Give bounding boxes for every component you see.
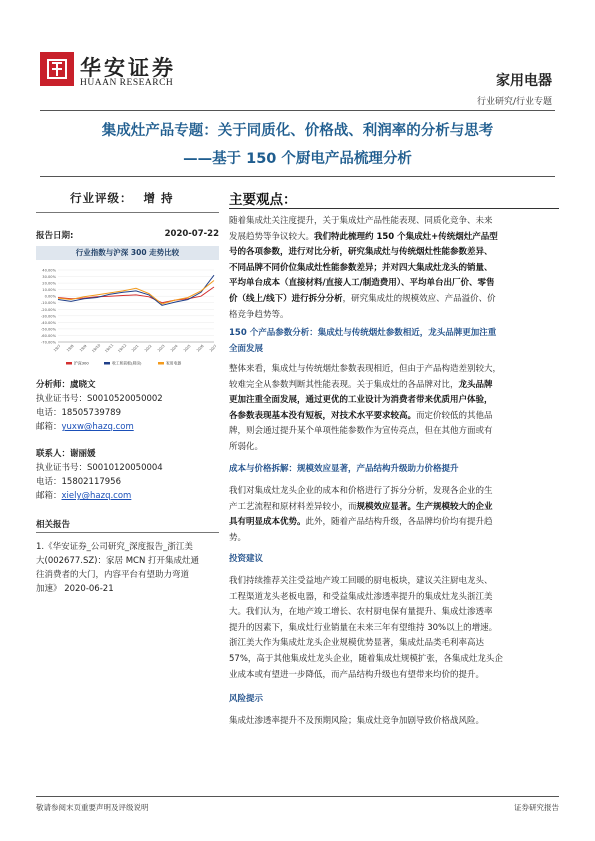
section-cost-price: 成本与价格拆解：规模效应显著，产品结构升级助力价格提升 — [229, 464, 459, 474]
para-line: 随着集成灶关注度提升，关于集成灶产品性能表现、同质化竞争、未来 — [229, 216, 493, 226]
related-line: 加速》 2020-06-21 — [36, 584, 114, 594]
section-title-line: 全面发展 — [229, 343, 264, 354]
date-value: 2020-07-22 — [164, 229, 219, 239]
para-line: 整体来看，集成灶与传统烟灶参数表现相近，但由于产品构造差别较大， — [229, 364, 502, 374]
para-line: 所弱化。 — [229, 441, 264, 452]
related-title-text: 相关报告 — [36, 520, 71, 530]
para-line: 我们对集成灶龙头企业的成本和价格进行了拆分分析，发现各企业的生 — [229, 486, 493, 496]
paragraph-investment — [229, 574, 559, 683]
contact-label: 联系人： — [36, 449, 71, 459]
para-line: 势。 — [229, 532, 247, 543]
related-line: 往消费者的大门，内容平台有望助力弯道 — [36, 570, 190, 580]
para-line: 浙江美大作为集成灶龙头企业规模优势显著，集成灶品类毛利率高达 — [229, 638, 485, 649]
footer-divider — [36, 796, 559, 797]
legend-swatch — [158, 362, 164, 365]
para-line: 工程渠道龙头老板电器，和受益集成灶渗透率提升的集成灶龙头浙江美 — [229, 591, 493, 602]
contact-name: 谢丽媛 — [70, 449, 96, 459]
contact-phone: 电话：15802117956 — [36, 477, 121, 487]
contact-block — [36, 447, 219, 503]
section-param-analysis — [229, 326, 559, 357]
paragraph-risk: 集成灶渗透率提升不及预期风险；集成灶竞争加剧导致价格战风险。 — [229, 716, 485, 726]
chart-title: 行业指数与沪深 300 走势比较 — [36, 246, 219, 260]
x-tick-label: 20/5 — [183, 344, 192, 353]
analyst-phone: 电话：18505739789 — [36, 408, 121, 418]
para-line: 提升的因素下，集成灶行业销量在未来三年有望维持 30%以上的增速。 — [229, 622, 498, 633]
para-line: 业成本或有望进一步降低，而产品结构升级也有望带来均价的提升。 — [229, 669, 485, 680]
para-line: 更加注重全面发展，通过更优的工业设计为消费者带来优质用户体验， — [229, 395, 493, 406]
y-tick-label: 0.00% — [44, 294, 56, 299]
y-tick-label: -50.00% — [41, 327, 56, 332]
main-divider — [229, 208, 559, 209]
section-title-line: 150 个产品参数分析：集成灶与传统烟灶参数相近，龙头品牌更加注重 — [229, 328, 497, 338]
x-tick-label: 19/9 — [79, 344, 88, 353]
y-tick-label: -70.00% — [41, 340, 56, 345]
contact-email-link[interactable]: xiely@hazq.com — [61, 491, 132, 501]
industry-rating — [70, 190, 174, 206]
analyst-email-label: 邮箱： — [36, 422, 62, 432]
y-tick-label: 30.00% — [42, 275, 56, 280]
series-line-0 — [58, 287, 214, 303]
legend-label: 家用电器 — [166, 360, 182, 366]
y-tick-label: 20.00% — [42, 281, 56, 286]
para-line: 57%，高于其他集成灶龙头企业，随着集成灶规模扩张，各集成灶龙头企 — [229, 653, 503, 664]
y-tick-label: -60.00% — [41, 333, 56, 338]
x-tick-label: 20/2 — [144, 344, 153, 353]
report-date — [36, 229, 219, 241]
contact-email-label: 邮箱： — [36, 491, 62, 501]
main-points-title: 主要观点： — [229, 192, 297, 208]
paragraph-intro — [229, 214, 559, 323]
paragraph-param — [229, 362, 559, 456]
y-tick-label: -10.00% — [41, 301, 56, 306]
para-line: 不同品牌不同价位集成灶性能参数差异；并对四大集成灶龙头的销量、 — [229, 262, 493, 273]
para-line: 我们持续推荐关注受益地产竣工回暖的厨电板块，建议关注厨电龙头、 — [229, 576, 493, 586]
company-logo — [40, 52, 74, 86]
y-tick-label: -20.00% — [41, 307, 56, 312]
paragraph-cost — [229, 484, 559, 546]
x-tick-label: 20/4 — [170, 344, 179, 353]
para-line: 各参数表现基本没有短板，对技术水平要求较高。而定价较低的其他品 — [229, 410, 493, 421]
legend-swatch — [66, 362, 72, 365]
related-line: 大(002677.SZ)：家居 MCN 打开集成灶通 — [36, 556, 200, 566]
related-divider — [36, 532, 219, 533]
x-tick-label: 20/1 — [131, 344, 140, 353]
legend-label: 收工和前板(厨房) — [112, 360, 142, 366]
contact-cert: 执业证书号：S0010120050004 — [36, 463, 163, 473]
related-report-item[interactable] — [36, 540, 219, 596]
analyst-label: 分析师： — [36, 380, 71, 390]
logo-text-en: HUAAN RESEARCH — [80, 78, 174, 88]
para-line: 大。我们认为，在地产竣工增长、农村厨电保有量提升、集成灶渗透率 — [229, 607, 493, 618]
x-tick-label: 19/11 — [104, 343, 115, 354]
analyst-block — [36, 378, 219, 434]
title-divider — [40, 176, 555, 177]
x-tick-label: 19/8 — [66, 344, 75, 353]
section-investment: 投资建议 — [229, 554, 264, 564]
y-tick-label: 40.00% — [42, 268, 56, 273]
x-tick-label: 19/10 — [91, 343, 102, 354]
x-tick-label: 19/12 — [117, 343, 128, 354]
para-line: 牌，则会通过提升某个单项性能参数作为宣传亮点，但在其他方面或有 — [229, 426, 493, 437]
para-line: 较难完全从参数判断其性能表现。关于集成灶的各品牌对比，龙头品牌 — [229, 379, 493, 390]
date-label: 报告日期: — [36, 231, 74, 241]
report-subtitle: ——基于 150 个厨电产品梳理分析 — [183, 151, 412, 167]
header-divider — [40, 110, 555, 111]
para-line: 价（线上/线下）进行拆分分析，研究集成灶的规模效应、产品溢价、价 — [229, 293, 496, 304]
report-type: 行业研究/行业专题 — [476, 97, 552, 107]
y-tick-label: -30.00% — [41, 314, 56, 319]
footer-label: 证券研究报告 — [514, 803, 559, 812]
para-line: 格竞争趋势等。 — [229, 309, 289, 320]
related-line: 1.《华安证券_公司研究_深度报告_浙江美 — [36, 542, 193, 552]
rating-label: 行业评级： — [70, 191, 133, 205]
para-line: 发展趋势等争议较大。我们特此梳理约 150 个集成灶+传统烟灶产品型 — [229, 231, 498, 242]
footer-disclaimer[interactable]: 敬请参阅末页重要声明及评级说明 — [36, 803, 149, 812]
x-tick-label: 20/7 — [209, 344, 218, 353]
analyst-cert: 执业证书号：S0010520050002 — [36, 394, 163, 404]
y-tick-label: -40.00% — [41, 320, 56, 325]
logo-text-cn: 华安证券 — [80, 55, 176, 80]
legend-swatch — [104, 362, 110, 365]
analyst-email-link[interactable]: yuxw@hazq.com — [61, 422, 134, 432]
x-tick-label: 20/3 — [157, 344, 166, 353]
y-tick-label: 10.00% — [42, 288, 56, 293]
rating-divider — [36, 212, 219, 213]
analyst-name: 虞晓文 — [70, 380, 96, 390]
rating-value: 增 持 — [143, 191, 174, 205]
series-line-2 — [58, 281, 214, 305]
section-risk: 风险提示 — [229, 694, 264, 704]
para-line: 具有明显成本优势。此外，随着产品结构升级，各品牌均价均有提升趋 — [229, 517, 493, 528]
para-line: 平均单台成本（直接材料/直接人工/制造费用）、平均单台出厂价、零售 — [229, 278, 495, 289]
report-title: 集成灶产品专题：关于同质化、价格战、利润率的分析与思考 — [101, 123, 494, 139]
sector-label: 家用电器 — [496, 73, 552, 89]
series-line-1 — [58, 275, 214, 305]
related-reports-title — [36, 518, 70, 532]
x-tick-label: 19/7 — [53, 344, 62, 353]
index-performance-chart — [36, 262, 219, 372]
legend-label: 沪深300 — [74, 360, 89, 366]
x-tick-label: 20/6 — [196, 344, 205, 353]
para-line: 产工艺流程和原材料差异较小，而规模效应显著。生产规模较大的企业 — [229, 501, 493, 512]
para-line: 号的各项参数，进行对比分析，研究集成灶与传统烟灶性能参数差异、 — [229, 247, 493, 258]
